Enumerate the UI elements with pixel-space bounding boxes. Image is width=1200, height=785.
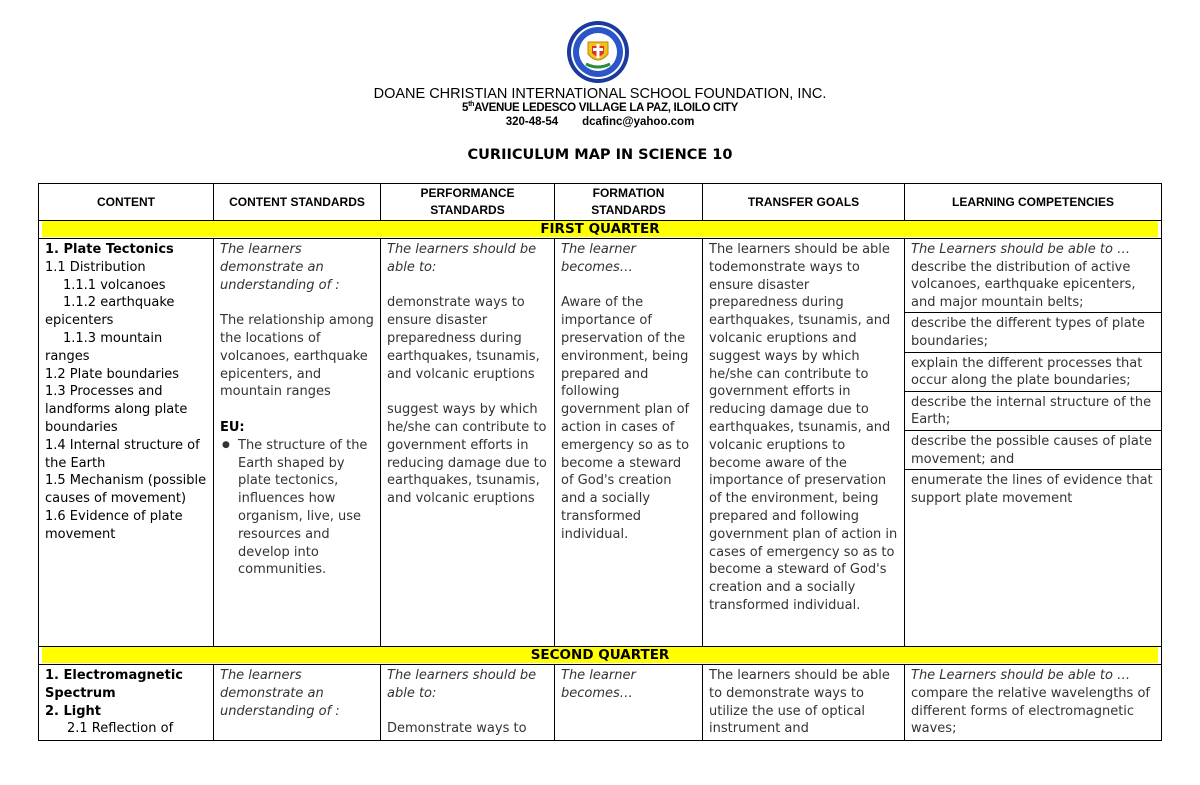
column-header-formation-standards: FORMATION STANDARDS bbox=[555, 184, 703, 221]
transfer-goals-cell: The learners should be able todemonstrate ways to ensure disaster preparedness during earthquakes, tsunamis, and volcanic eruptions and suggest ways by which he/she can contribute to government efforts in reducing damage due to earthquakes, tsunamis, and volcanic eruptions to become aware of the importance of preservation of the environment, being prepared and following government plan of action in cases of emergency so as to become a steward of God's creation and a socially transformed individual. bbox=[709, 242, 898, 613]
quarter-label: FIRST QUARTER bbox=[42, 221, 1158, 237]
quarter-row-second bbox=[39, 647, 1162, 665]
performance-item: Demonstrate ways to bbox=[387, 721, 527, 737]
topic-item: 1.4 Internal structure of the Earth bbox=[45, 437, 200, 471]
competency-item: enumerate the lines of evidence that support plate movement bbox=[911, 473, 1153, 506]
table-header-row bbox=[39, 184, 1162, 221]
eu-label: EU: bbox=[220, 419, 245, 435]
topic-item: 2.1 Reflection of bbox=[67, 721, 174, 737]
topic-item: 1.2 Plate boundaries bbox=[45, 366, 180, 382]
school-address: 5thAVENUE LEDESCO VILLAGE LA PAZ, ILOILO CITY bbox=[462, 101, 738, 114]
standards-body: The relationship among the locations of volcanoes, earthquake epicenters, and mountain ranges bbox=[220, 313, 374, 400]
column-header-transfer-goals: TRANSFER GOALS bbox=[703, 184, 905, 221]
topic-item: 1.1 Distribution bbox=[45, 259, 146, 275]
topic-item: 1.1.1 volcanoes bbox=[63, 277, 166, 293]
competency-item: describe the possible causes of plate movement; and bbox=[905, 431, 1161, 470]
standards-intro: The learners should be able to: bbox=[387, 668, 537, 701]
content-standards-cell bbox=[214, 665, 380, 722]
competency-item: The Learners should be able to … describe the distribution of active volcanoes, earthquake epicenters, and major mountain belts; bbox=[905, 239, 1161, 313]
topic-item: ranges bbox=[45, 348, 90, 364]
quarter-row-first bbox=[39, 221, 1162, 239]
content-cell bbox=[39, 665, 213, 740]
competency-intro: The Learners should be able to … bbox=[911, 668, 1131, 683]
topic-item: epicenters bbox=[45, 313, 114, 329]
topic-item: 1.6 Evidence of plate movement bbox=[45, 508, 183, 542]
column-header-content: CONTENT bbox=[39, 184, 214, 221]
curriculum-map-table bbox=[38, 183, 1162, 741]
school-contact bbox=[0, 116, 1200, 128]
performance-standards-cell bbox=[381, 665, 554, 740]
performance-standards-cell bbox=[381, 239, 554, 510]
formation-standards-cell bbox=[555, 239, 702, 546]
competency-item: explain the different processes that occur along the plate boundaries; bbox=[905, 353, 1161, 392]
performance-item: demonstrate ways to ensure disaster preparedness during earthquakes, tsunamis, and volcanic eruptions bbox=[387, 295, 540, 382]
phone-number: 320-48-54 bbox=[505, 116, 559, 128]
school-name: DOANE CHRISTIAN INTERNATIONAL SCHOOL FOUNDATION, INC. bbox=[373, 86, 827, 102]
email-address: dcafinc@yahoo.com bbox=[582, 116, 695, 128]
competency-item: compare the relative wavelengths of different forms of electromagnetic waves; bbox=[911, 685, 1150, 737]
standards-intro: The learners demonstrate an understanding of : bbox=[220, 242, 340, 293]
topic-heading: 2. Light bbox=[45, 703, 102, 719]
learning-competencies-cell bbox=[905, 665, 1161, 740]
topic-item: 1.3 Processes and landforms along plate boundaries bbox=[45, 384, 188, 435]
eu-bullet: ● The structure of the Earth shaped by plate tectonics, influences how organism, live, use resources and develop into communities. bbox=[236, 437, 374, 579]
document-title: CURIICULUM MAP IN SCIENCE 10 bbox=[467, 147, 733, 163]
topic-item: 1.1.3 mountain bbox=[63, 330, 163, 346]
learning-competencies-cell bbox=[905, 239, 1161, 508]
standards-intro: The learner becomes… bbox=[561, 242, 636, 275]
competency-item: describe the internal structure of the Earth; bbox=[905, 392, 1161, 431]
column-header-learning-competencies: LEARNING COMPETENCIES bbox=[905, 184, 1162, 221]
topic-item: 1.5 Mechanism (possible causes of movement) bbox=[45, 473, 207, 507]
formation-standards-cell bbox=[555, 665, 702, 705]
formation-body: Aware of the importance of preservation of the environment, being prepared and following government plan of action in cases of emergency so as to become a steward of God's creation and a socially transformed individual. bbox=[561, 295, 690, 542]
performance-item: suggest ways by which he/she can contribute to government efforts in reducing damage due to earthquakes, tsunamis, and volcanic eruptions bbox=[387, 402, 547, 507]
topic-item: 1.1.2 earthquake bbox=[63, 295, 175, 311]
school-seal-logo bbox=[566, 20, 630, 84]
standards-intro: The learners demonstrate an understanding of : bbox=[220, 668, 340, 719]
content-cell bbox=[39, 239, 213, 546]
table-row bbox=[39, 665, 1162, 741]
standards-intro: The learner becomes… bbox=[561, 668, 636, 701]
column-header-performance-standards: PERFORMANCE STANDARDS bbox=[381, 184, 555, 221]
standards-intro: The learners should be able to: bbox=[387, 242, 537, 275]
topic-heading: 1. Plate Tectonics bbox=[45, 242, 174, 257]
content-standards-cell bbox=[214, 239, 380, 581]
transfer-goals-cell: The learners should be able to demonstrate ways to utilize the use of optical instrument and bbox=[709, 668, 890, 737]
column-header-content-standards: CONTENT STANDARDS bbox=[214, 184, 381, 221]
topic-heading: 1. Electromagnetic Spectrum bbox=[45, 668, 183, 701]
competency-item: describe the different types of plate boundaries; bbox=[905, 313, 1161, 352]
table-row bbox=[39, 239, 1162, 647]
quarter-label: SECOND QUARTER bbox=[42, 647, 1158, 663]
